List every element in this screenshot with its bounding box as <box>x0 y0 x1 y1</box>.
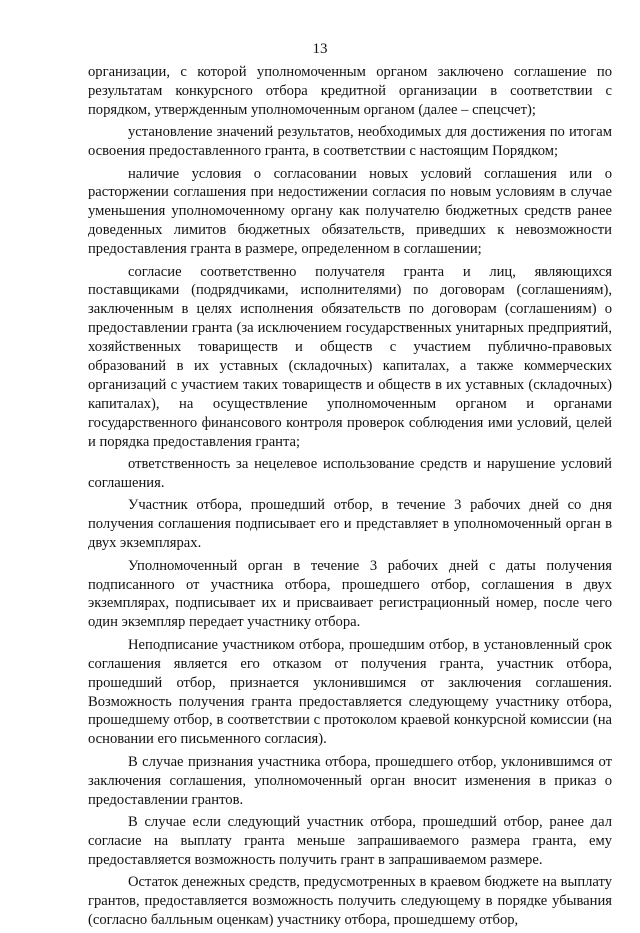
page-number: 13 <box>312 41 328 57</box>
paragraph: установление значений результатов, необходимых для достижения по итогам освоения предоставленного гранта, в соответствии с настоящим Порядком; <box>88 124 612 160</box>
paragraph: В случае признания участника отбора, прошедшего отбор, уклонившимся от заключения соглашения, уполномоченный орган вносит изменения в приказ о предоставлении грантов. <box>88 753 612 808</box>
paragraph: В случае если следующий участник отбора, прошедший отбор, ранее дал согласие на выплату гранта меньше запрашиваемого размера гранта, ему предоставляется возможность получить грант в запрашиваемом размере. <box>88 813 612 868</box>
paragraph: Уполномоченный орган в течение 3 рабочих дней с даты получения подписанного от участника отбора, прошедшего отбор, соглашения в двух экземплярах, подписывает их и присваивает регистрационный номер, после чего один экземпляр передает участнику отбора. <box>88 557 612 631</box>
paragraph: Участник отбора, прошедший отбор, в течение 3 рабочих дней со дня получения соглашения подписывает его и представляет в уполномоченный орган в двух экземплярах. <box>88 497 612 552</box>
paragraph: согласие соответственно получателя гранта и лиц, являющихся поставщиками (подрядчиками, исполнителями) по договорам (соглашениям), заключенным в целях исполнения обязательств по договорам (соглашениям) о предоставлении гранта (за исключением государственных унитарных предприятий, хозяйственных товариществ и обществ с участием публично-правовых образований в их уставных (складочных) капиталах, а также коммерческих организаций с участием таких товариществ и обществ в их уставных (складочных) капиталах), на осуществление уполномоченным органом и органами государственного финансового контроля проверок соблюдения ими условий, целей и порядка предоставления гранта; <box>88 263 612 450</box>
body-text <box>88 63 612 933</box>
paragraph: организации, с которой уполномоченным органом заключено соглашение по результатам конкурсного отбора кредитной организации в соответствии с порядком, утвержденным уполномоченным органом (далее – спецсчет); <box>88 64 612 118</box>
paragraph: Неподписание участником отбора, прошедшим отбор, в установленный срок соглашения является его отказом от получения гранта, участник отбора, прошедший отбор, признается уклонившимся от заключения соглашения. Возможность получения гранта предоставляется следующему участнику отбора, прошедшему отбор, в соответствии с протоколом краевой конкурсной комиссии (на основании его письменного согласия). <box>88 636 612 748</box>
paragraph: ответственность за нецелевое использование средств и нарушение условий соглашения. <box>88 456 612 492</box>
paragraph: наличие условия о согласовании новых условий соглашения или о расторжении соглашения при недостижении согласия по новым условиям в случае уменьшения уполномоченному органу как получателю бюджетных средств ранее доведенных лимитов бюджетных обязательств, приведших к невозможности предоставления гранта в размере, определенном в соглашении; <box>88 165 612 258</box>
paragraph: Остаток денежных средств, предусмотренных в краевом бюджете на выплату грантов, предоставляется возможность получить следующему в порядке убывания (согласно балльным оценкам) участнику отбора, прошедшему отбор, <box>88 874 612 928</box>
